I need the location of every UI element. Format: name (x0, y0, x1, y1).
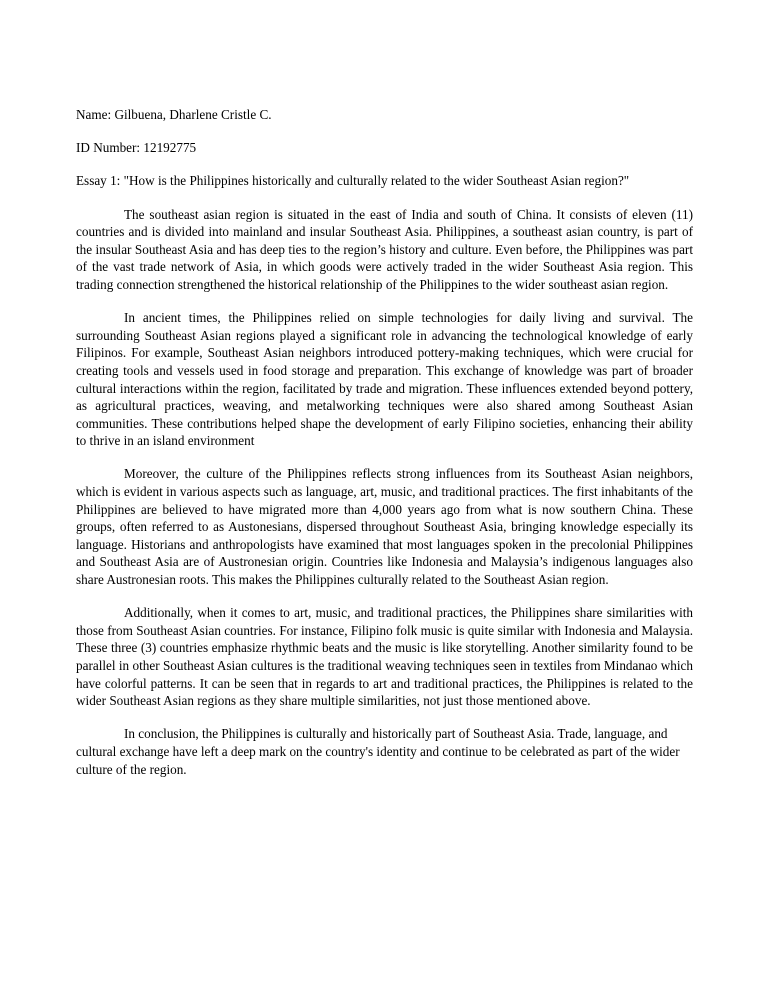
paragraph-introduction: The southeast asian region is situated in the east of India and south of China. It consists of eleven (11) countries and is divided into mainland and insular Southeast Asia. Philippines, a southeast asian country, is part of the insular Southeast Asia and has deep ties to the region’s history and culture. Even before, the Philippines was part of the vast trade network of Asia, in which goods were actively traded in the wider Southeast Asia region. This trading connection strengthened the historical relationship of the Philippines to the wider southeast asian region. (76, 206, 693, 292)
paragraph-art-music-traditions: Additionally, when it comes to art, music, and traditional practices, the Philippines share similarities with those from Southeast Asian countries. For instance, Filipino folk music is quite similar with Indonesia and Malaysia. These three (3) countries emphasize rhythmic beats and the music is like storytelling. Another similarity found to be parallel in other Southeast Asian cultures is the traditional weaving techniques seen in textiles from Mindanao which have colorful patterns. It can be seen that in regards to art and traditional practices, the Philippines is related to the wider Southeast Asian regions as they share multiple similarities, not just those mentioned above. (76, 605, 693, 709)
student-id-number: ID Number: 12192775 (76, 140, 197, 156)
paragraph-technology: In ancient times, the Philippines relied on simple technologies for daily living and survival. The surrounding Southeast Asian regions played a significant role in advancing the technological knowledge of early Filipinos. For example, Southeast Asian neighbors introduced pottery-making techniques, which were crucial for creating tools and vessels used in food storage and preparation. This exchange of knowledge was part of broader cultural interactions within the region, facilitated by trade and migration. These influences extended beyond pottery, as agricultural practices, weaving, and metalworking techniques were also shared among Southeast Asian communities. These contributions helped shape the development of early Filipino societies, enhancing their ability to thrive in an island environment (76, 310, 693, 449)
paragraph-conclusion: In conclusion, the Philippines is culturally and historically part of Southeast Asia. Trade, language, and cultural exchange have left a deep mark on the country's identity and continue to be celebrated as part of the wider culture of the region. (76, 726, 680, 777)
essay-prompt: Essay 1: "How is the Philippines historically and culturally related to the wider Southeast Asian region?" (76, 173, 630, 189)
paragraph-culture-language: Moreover, the culture of the Philippines reflects strong influences from its Southeast Asian neighbors, which is evident in various aspects such as language, art, music, and traditional practices. The first inhabitants of the Philippines are believed to have migrated more than 4,000 years ago from what is now southern China. These groups, often referred to as Austonesians, dispersed throughout Southeast Asia, bringing knowledge especially its language. Historians and anthropologists have examined that most languages spoken in the precolonial Philippines and Southeast Asia are of Austronesian origin. Countries like Indonesia and Malaysia’s indigenous languages also share Austronesian roots. This makes the Philippines culturally related to the Southeast Asian region. (76, 466, 693, 588)
document-page (76, 106, 693, 794)
student-name: Name: Gilbuena, Dharlene Cristle C. (76, 107, 272, 122)
